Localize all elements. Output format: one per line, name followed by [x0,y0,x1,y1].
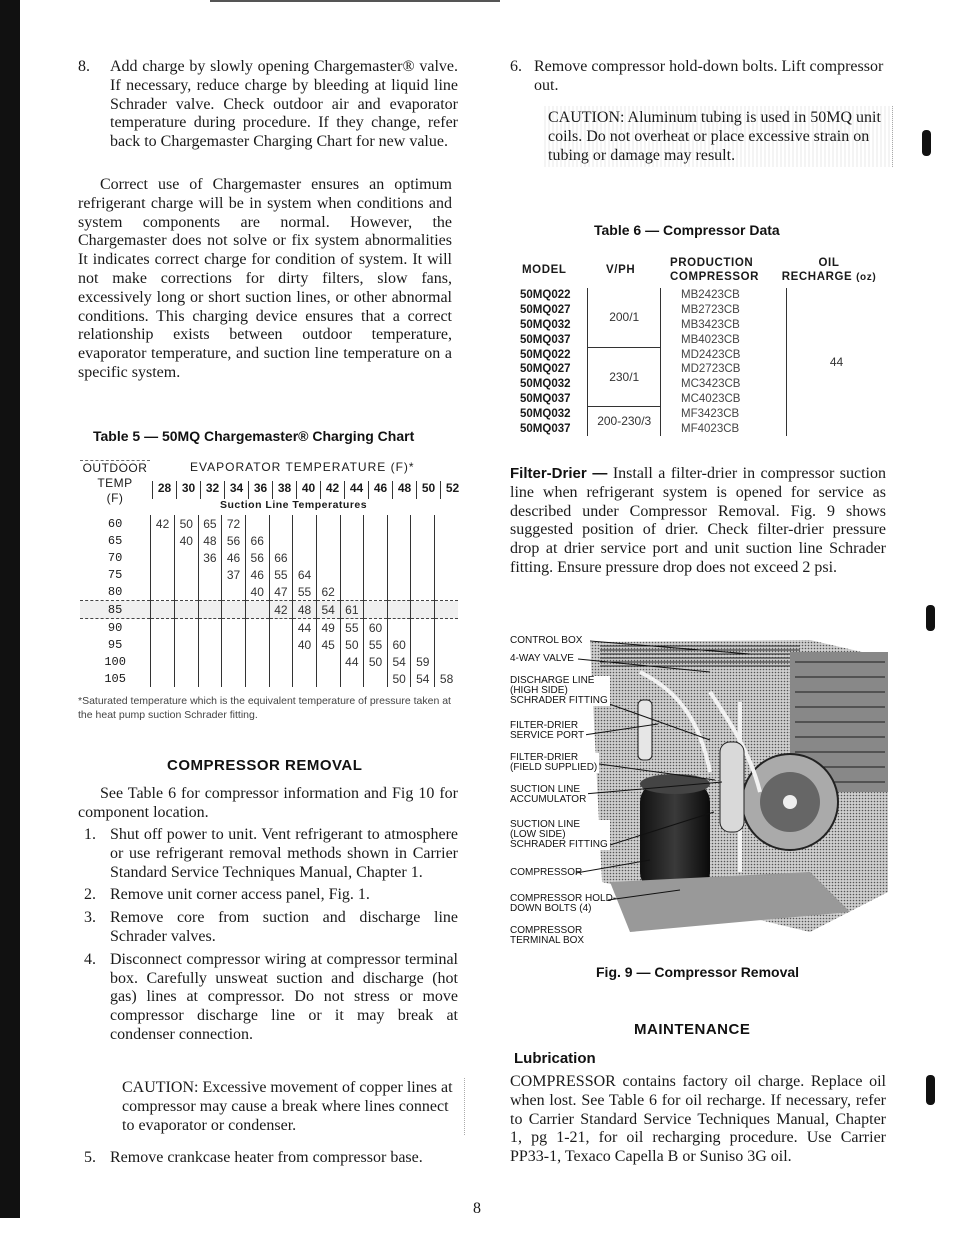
suction-temp-cell [340,670,364,687]
suction-temp-cell [316,670,340,687]
suction-temp-cell: 42 [151,515,175,532]
suction-temp-cell [174,549,198,566]
suction-temp-cell: 60 [364,619,388,637]
evap-temp-header: 42 [320,481,344,499]
step-6: 6. Remove compressor hold-down bolts. Lift compressor out. [510,58,884,94]
suction-temp-cell: 37 [222,566,246,583]
suction-temp-cell [269,619,293,637]
suction-temp-cell: 45 [316,636,340,653]
suction-temp-cell [340,532,364,549]
temp-label: TEMP [97,476,133,490]
suction-temp-cell [435,619,458,637]
suction-temp-cell [269,532,293,549]
model-cell: 50MQ032 [520,378,571,391]
suction-temp-cell [364,601,388,619]
removal-step: 2. Remove unit corner access panel, Fig. 1. [84,886,370,904]
suction-temp-cell [151,636,175,653]
evap-temp-header: 30 [176,481,200,499]
suction-temp-cell [340,549,364,566]
suction-temp-cell [174,619,198,637]
suction-temp-cell: 44 [293,619,317,637]
suction-temp-cell: 50 [364,653,388,670]
label-holddown-bolts: COMPRESSOR HOLD- DOWN BOLTS (4) [510,893,617,914]
suction-temp-cell [435,601,458,619]
step-5: 5. Remove crankcase heater from compressor base. [84,1149,423,1166]
suction-temp-cell [411,549,435,566]
fan-hub [783,795,797,809]
suction-temp-cell [245,601,269,619]
filter-drier-text: Install a filter-drier in compressor suction line when refrigerant system is opened for service as described under Compressor Removal. Fig. 9 shows suggested position of drier. Check filter-drier pressure drop at drier service port and unit suction line Schrader fitting. Ensure pressure drop does not exceed 2 psi. [510,465,886,576]
evap-temp-header: 52 [440,481,464,499]
label-suction-line: SUCTION LINE (LOW SIDE) SCHRADER FITTING [510,819,608,850]
compressor-cell: MD2423CB [661,347,787,362]
outdoor-temp-cell: 80 [107,584,123,599]
outdoor-temp-cell: 105 [104,671,126,686]
suction-temp-cell: 49 [316,619,340,637]
suction-temp-cell [174,566,198,583]
outdoor-temp-cell: 65 [107,533,123,548]
evap-temp-header: 36 [248,481,272,499]
compressor-cell: MB2423CB [661,288,787,303]
suction-temp-cell [151,619,175,637]
page-number: 8 [473,1200,481,1217]
evap-label: EVAPORATOR TEMPERATURE (F)* [190,460,415,474]
suction-temp-cell [411,515,435,532]
model-cell: 50MQ032 [520,318,571,331]
suction-temp-cell [198,619,222,637]
suction-temp-cell [245,636,269,653]
suction-temp-cell: 40 [293,636,317,653]
model-cell: 50MQ022 [520,289,571,302]
evap-temp-header: 48 [392,481,416,499]
removal-step: 1. Shut off power to unit. Vent refrigerant to atmosphere or use refrigerant removal methods shown in Carrier Standard Service Techniques Manual, Chapter 1. [84,826,458,881]
compressor-cell: MF3423CB [661,406,787,421]
evap-temp-header: 28 [152,481,176,499]
label-discharge-line: DISCHARGE LINE (HIGH SIDE) SCHRADER FITTING [510,675,608,706]
suction-temp-cell: 50 [174,515,198,532]
suction-temp-cell [198,601,222,619]
outdoor-temp-cell: 95 [107,637,123,652]
compressor-cell: MB3423CB [661,318,787,333]
model-cell: 50MQ022 [520,348,571,361]
accumulator [720,742,744,832]
suction-temp-cell [245,515,269,532]
table5-row [80,636,458,653]
suction-temp-cell [269,515,293,532]
suction-temp-cell [411,532,435,549]
table5-row [80,532,458,549]
suction-temp-cell [316,653,340,670]
table5-caption: Table 5 — 50MQ Chargemaster® Charging Chart [93,428,415,444]
suction-temp-cell: 55 [364,636,388,653]
suction-temp-cell [411,619,435,637]
evap-temp-header: 46 [368,481,392,499]
table5-row [80,619,458,637]
suction-temp-cell [151,601,175,619]
suction-temp-cell [245,653,269,670]
margin-marker [926,605,935,631]
suction-temp-cell [387,515,411,532]
suction-temp-cell [198,636,222,653]
suction-temp-cell [435,636,458,653]
suction-temp-cell [151,670,175,687]
suction-temp-cell: 36 [198,549,222,566]
suction-temp-cell [387,601,411,619]
suction-temp-cell: 40 [245,583,269,601]
suction-temp-cell: 64 [293,566,317,583]
table6-row [510,288,886,303]
suction-temp-cell [435,566,458,583]
filter-drier-paragraph [510,465,886,578]
suction-temp-cell [340,515,364,532]
suction-temp-cell [222,601,246,619]
suction-temp-cell [435,532,458,549]
lubrication-heading: Lubrication [514,1050,596,1067]
table5-grid [80,515,458,687]
evap-temp-header: 38 [272,481,296,499]
suction-temp-cell [364,515,388,532]
suction-temp-cell [174,653,198,670]
suction-temp-cell [222,636,246,653]
suction-temp-cell [435,549,458,566]
suction-temp-cell [198,583,222,601]
suction-temp-cell [387,583,411,601]
table5-row [80,653,458,670]
suction-temp-cell [364,583,388,601]
suction-temp-cell: 50 [340,636,364,653]
table5-row [80,601,458,619]
suction-temp-cell: 40 [174,532,198,549]
label-service-port: FILTER-DRIER SERVICE PORT [510,720,585,741]
evap-temp-header: 50 [416,481,440,499]
suction-temp-cell [269,653,293,670]
model-cell: 50MQ037 [520,422,571,435]
outdoor-temp-cell: 75 [107,567,123,582]
suction-temp-cell: 48 [198,532,222,549]
suction-temp-cell [151,549,175,566]
suction-temp-cell [316,549,340,566]
suction-temp-cell: 54 [316,601,340,619]
f-label: (F) [106,491,124,505]
suction-temp-cell [293,653,317,670]
fig9-caption: Fig. 9 — Compressor Removal [596,964,800,980]
suction-temp-cell [198,566,222,583]
table5-row [80,549,458,566]
suction-temp-cell: 50 [387,670,411,687]
suction-temp-cell [151,653,175,670]
outdoor-temp-cell: 70 [107,550,123,565]
vph-cell: 200/1 [588,288,661,347]
suction-temp-cell [222,619,246,637]
chargemaster-paragraph: Correct use of Chargemaster ensures an optimum refrigerant charge will be in system when conditions and system components are normal. However, the Chargemaster does not solve or fix system abnormalities It indicates correct charge for condition of system. It will not make corrections for dirty filters, slow fans, excessively long or short suction lines, or other abnormal conditions. This charging device ensures that a correct relationship exists between outdoor temperature, evaporator temperature, and suction line temperature on a specific system. [78,176,452,381]
suction-temp-cell: 58 [435,670,458,687]
removal-step: 3. Remove core from suction and discharge line Schrader valves. [84,909,458,945]
suction-temp-cell [174,601,198,619]
suction-temp-cell: 55 [269,566,293,583]
table5-row [80,670,458,687]
compressor-cell: MC3423CB [661,377,787,392]
vph-cell: 230/1 [588,347,661,406]
vph-cell: 200-230/3 [588,406,661,436]
top-rule [210,0,500,2]
suction-temp-cell [245,670,269,687]
suction-temp-cell [269,670,293,687]
label-accumulator: SUCTION LINE ACCUMULATOR [510,784,587,805]
compressor-removal-heading: COMPRESSOR REMOVAL [167,757,363,774]
table5-row [80,515,458,532]
suction-temp-cell [364,566,388,583]
suction-temp-cell [151,532,175,549]
compressor-cell: MF4023CB [661,421,787,436]
suction-temp-cell: 54 [387,653,411,670]
compressor-cell: MB2723CB [661,303,787,318]
suction-temp-cell [387,532,411,549]
suction-temp-cell: 62 [316,583,340,601]
removal-steps [78,826,458,1049]
suction-temp-cell [411,566,435,583]
label-control-box: CONTROL BOX [510,635,583,646]
suction-temp-cell [174,636,198,653]
removal-step: 4. Disconnect compressor wiring at compressor terminal box. Carefully unsweat suction and discharge (hot gas) lines at compressor. Do not stress or move compressor discharge line or it may break at condenser connection. [84,950,458,1043]
table6-caption: Table 6 — Compressor Data [594,222,780,238]
margin-marker [926,1075,935,1105]
suction-temp-cell: 66 [269,549,293,566]
suction-temp-cell [269,636,293,653]
filter-drier [638,700,652,760]
caution-aluminum-tubing: CAUTION: Aluminum tubing is used in 50MQ unit coils. Do not overheat or place excessive strain on tubing or damage may result. [544,106,893,167]
suction-temp-cell [245,619,269,637]
suction-temp-cell: 60 [387,636,411,653]
suction-temp-cell [387,566,411,583]
label-filter-drier: FILTER-DRIER (FIELD SUPPLIED) [510,752,598,773]
suction-temp-cell [435,653,458,670]
table5-footnote: *Saturated temperature which is the equivalent temperature of pressure taken at the heat pump suction Schrader fitting. [78,695,451,721]
suction-temp-cell [435,583,458,601]
outdoor-temp-cell: 100 [104,654,126,669]
suction-temp-cell [222,583,246,601]
suction-temp-cell [151,566,175,583]
removal-intro: See Table 6 for compressor information and Fig 10 for component location. [78,785,458,821]
suction-temp-cell [411,601,435,619]
suction-temp-cell: 42 [269,601,293,619]
filter-drier-title: Filter-Drier — [510,465,608,482]
fig9-compressor-photo [510,632,890,950]
model-cell: 50MQ027 [520,304,571,317]
margin-marker [922,130,931,156]
evap-temp-header: 34 [224,481,248,499]
label-compressor: COMPRESSOR [510,867,583,878]
outdoor-temp-cell: 85 [80,601,151,619]
suction-temp-cell [151,583,175,601]
evap-temps-row [152,481,464,499]
suction-temp-cell [387,549,411,566]
caution-copper-lines: CAUTION: Excessive movement of copper lines at compressor may cause a break where lines connect to evaporator or condenser. [122,1078,465,1135]
suction-temp-cell [316,515,340,532]
evap-temp-header: 40 [296,481,320,499]
compressor-cell: MB4023CB [661,332,787,347]
suction-temp-cell [293,515,317,532]
suction-temp-cell: 72 [222,515,246,532]
suction-temp-cell [340,566,364,583]
suction-temp-cell: 56 [222,532,246,549]
suction-temp-cell [198,670,222,687]
suction-temp-cell: 46 [245,566,269,583]
suction-temp-cell [364,549,388,566]
step-8: 8. Add charge by slowly opening Chargemaster® valve. If necessary, reduce charge by bleeding at liquid line Schrader valve. Check outdoor air and evaporator temperature during procedure. If they change, refer back to Chargemaster Charging Chart for new value. [78,58,458,151]
suction-temp-cell [340,583,364,601]
suction-temp-cell [316,532,340,549]
model-cell: 50MQ032 [520,407,571,420]
label-4way-valve: 4-WAY VALVE [510,653,574,664]
suction-temp-cell: 61 [340,601,364,619]
evap-temp-header: 44 [344,481,368,499]
suction-temp-cell [174,583,198,601]
suction-label: Suction Line Temperatures [220,499,368,511]
page-binding-edge [0,0,20,1218]
suction-temp-cell: 55 [293,583,317,601]
outdoor-temp-cell: 60 [107,516,123,531]
suction-temp-cell: 65 [198,515,222,532]
suction-temp-cell [364,532,388,549]
table6-grid [510,288,886,436]
suction-temp-cell: 48 [293,601,317,619]
suction-temp-cell: 47 [269,583,293,601]
suction-temp-cell [174,670,198,687]
suction-temp-cell: 44 [340,653,364,670]
model-cell: 50MQ037 [520,333,571,346]
suction-temp-cell: 66 [245,532,269,549]
lubrication-text: COMPRESSOR contains factory oil charge. Replace oil when lost. See Table 6 for oil recharge. If necessary, refer to Carrier Standard Service Techniques Manual, Chapter 1, pg 1-21, for oil recharging procedure. Use Carrier PP33-1, Texaco Capella B or Suniso 3G oil. [510,1073,886,1166]
model-cell: 50MQ027 [520,363,571,376]
oil-recharge-cell: 44 [829,354,844,369]
compressor-cell: MC4023CB [661,392,787,407]
suction-temp-cell: 46 [222,549,246,566]
suction-temp-cell [293,532,317,549]
suction-temp-cell [198,653,222,670]
table5-row [80,566,458,583]
suction-temp-cell: 56 [245,549,269,566]
step-8-text: Add charge by slowly opening Chargemaster® valve. If necessary, reduce charge by bleeding at liquid line Schrader valve. Check outdoor air and evaporator temperature during procedure. If they change, refer back to Chargemaster Charging Chart for new value. [110,58,458,151]
outdoor-label: OUTDOOR [80,460,150,476]
suction-temp-cell [411,583,435,601]
label-terminal-box: COMPRESSOR TERMINAL BOX [510,925,585,946]
suction-temp-cell [293,549,317,566]
suction-temp-cell [222,653,246,670]
compressor-body [640,782,710,892]
suction-temp-cell [316,566,340,583]
suction-temp-cell [387,619,411,637]
suction-temp-cell: 59 [411,653,435,670]
model-cell: 50MQ037 [520,392,571,405]
suction-temp-cell [435,515,458,532]
suction-temp-cell [364,670,388,687]
suction-temp-cell [293,670,317,687]
table5-row [80,583,458,601]
suction-temp-cell: 55 [340,619,364,637]
maintenance-heading: MAINTENANCE [634,1021,751,1038]
suction-temp-cell: 54 [411,670,435,687]
compressor-cell: MD2723CB [661,362,787,377]
outdoor-temp-cell: 90 [107,620,123,635]
table6-header: MODEL V/PH PRODUCTION COMPRESSOR OIL RECHARGE (oz) [522,257,877,283]
suction-temp-cell [222,670,246,687]
suction-temp-cell [411,636,435,653]
evap-temp-header: 32 [200,481,224,499]
